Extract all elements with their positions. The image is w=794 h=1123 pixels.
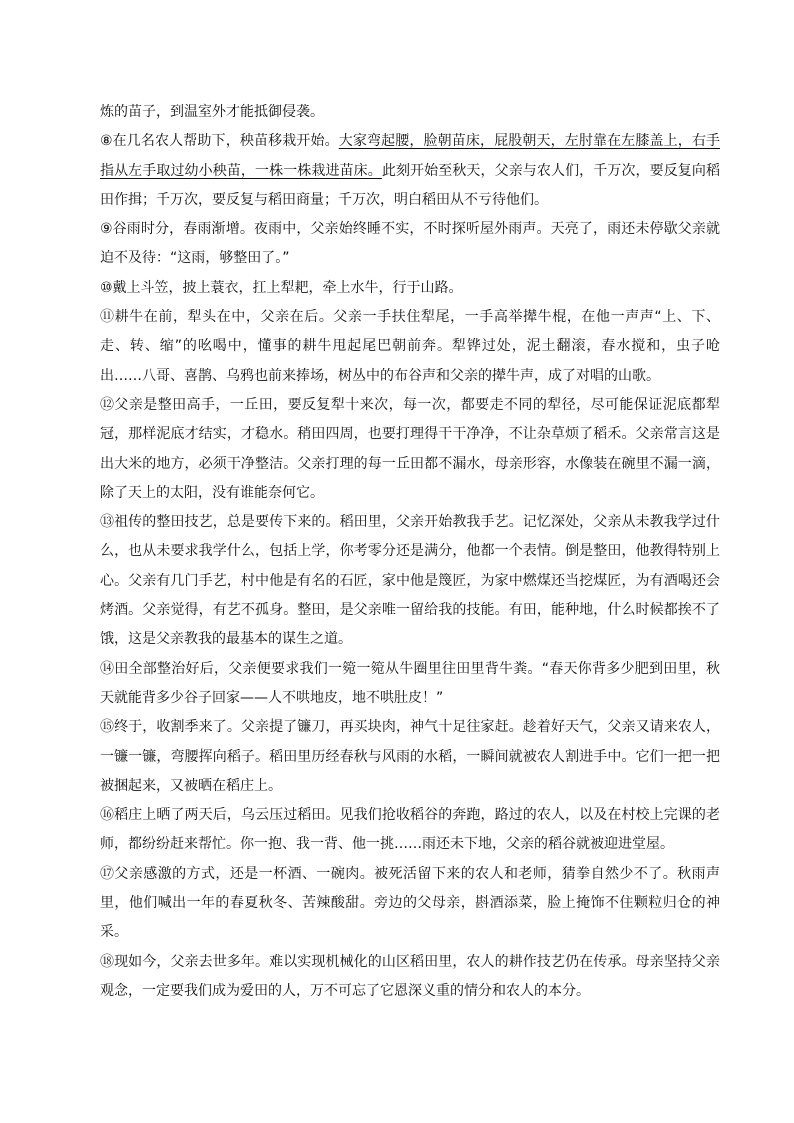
paragraph-text: ⑯稻庄上晒了两天后，乌云压过稻田。见我们抢收稻谷的奔跑，路过的农人，以及在村校上完课的老师，都纷纷赶来帮忙。你一抱、我一背、他一挑……雨还未下地，父亲的稻谷就被迎进堂屋。	[100, 807, 720, 853]
paragraph-13	[100, 508, 720, 654]
paragraph-text: ⑨谷雨时分，春雨渐增。夜雨中，父亲始终睡不实，不时探听屋外雨声。天亮了，雨还未停歇父亲就迫不及待：“这雨，够整田了。”	[100, 221, 720, 267]
paragraph-17	[100, 860, 720, 948]
paragraph-text: ⑫父亲是整田高手，一丘田，要反复犁十来次，每一次，都要走不同的犁径，尽可能保证泥底都犁冠，那样泥底才结实，才稳水。稍田四周，也要打理得干干净净，不让杂草烦了稻禾。父亲常言这是出大米的地方，必须干净整洁。父亲打理的每一丘田都不漏水，母亲形容，水像装在碗里不漏一滴，除了天上的太阳，没有谁能奈何它。	[100, 396, 720, 501]
paragraph-9	[100, 215, 720, 274]
paragraph-14	[100, 655, 720, 714]
underlined-sentence: 大家弯起腰，脸朝苗床，屁股朝天，左肘靠在左膝盖上，右手指从左手取过幼小秧苗，一株一株栽进苗床。	[100, 133, 720, 179]
paragraph-text: 此刻开始至秋天，父亲与农人们，千万次，要反复向稻田作揖；千万次，要反复与稻田商量；千万次，明白稻田从不亏待他们。	[100, 162, 720, 208]
paragraph-text: ⑬祖传的整田技艺，总是要传下来的。稻田里，父亲开始教我手艺。记忆深处，父亲从未教我学过什么，也从未要求我学什么，包括上学，你考零分还是满分，他都一个表情。倒是整田，他教得特别上心。父亲有几门手艺，村中他是有名的石匠，家中他是篾匠，为家中燃煤还当挖煤匠，为有酒喝还会烤酒。父亲觉得，有艺不孤身。整田，是父亲唯一留给我的技能。有田，能种地，什么时候都挨不了饿，这是父亲教我的最基本的谋生之道。	[100, 514, 720, 648]
paragraph-text: ⑭田全部整治好后，父亲便要求我们一箢一箢从牛圈里往田里背牛粪。“春天你背多少肥到田里，秋天就能背多少谷子回家——人不哄地皮，地不哄肚皮！”	[100, 660, 720, 706]
paragraph-8	[100, 127, 720, 215]
paragraph-10	[100, 274, 720, 303]
paragraph-16	[100, 801, 720, 860]
paragraph-text: 炼的苗子，到温室外才能抵御侵袭。	[100, 104, 324, 120]
paragraph-text: ⑩戴上斗笠，披上蓑衣，扛上犁耙，牵上水牛，行于山路。	[100, 279, 463, 296]
paragraph-text: ⑪耕牛在前，犁头在中，父亲在后。父亲一手扶住犁尾，一手高举撵牛棍，在他一声声“上、下、走、转、缩”的吆喝中，懂事的耕牛甩起尾巴朝前奔。犁铧过处，泥土翻滚，春水搅和，虫子呛出……八哥、喜鹊、乌鸦也前来捧场，树丛中的布谷声和父亲的撵牛声，成了对唱的山歌。	[100, 309, 720, 384]
paragraph-text: ⑧在几名农人帮助下，秧苗移栽开始。	[100, 133, 339, 150]
paragraph-7-ending	[100, 98, 720, 127]
article-body	[100, 98, 720, 1006]
paragraph-text: ⑰父亲感激的方式，还是一杯酒、一碗肉。被死活留下来的农人和老师，猜拳自然少不了。秋雨声里，他们喊出一年的春夏秋冬、苦辣酸甜。旁边的父母亲，斟酒添菜，脸上掩饰不住颗粒归仓的神采。	[100, 865, 720, 941]
paragraph-15	[100, 713, 720, 801]
paragraph-18	[100, 948, 720, 1007]
paragraph-11	[100, 303, 720, 391]
paragraph-text: ⑱现如今，父亲去世多年。难以实现机械化的山区稻田里，农人的耕作技艺仍在传承。母亲坚持父亲观念，一定要我们成为爱田的人，万不可忘了它恩深义重的情分和农人的本分。	[100, 953, 720, 999]
paragraph-12	[100, 391, 720, 508]
paragraph-text: ⑮终于，收割季来了。父亲提了镰刀，再买块肉，神气十足往家赶。趁着好天气，父亲又请来农人，一镰一镰，弯腰挥向稻子。稻田里历经春秋与风雨的水稻，一瞬间就被农人割进手中。它们一把一把被捆起来，又被晒在稻庄上。	[100, 719, 720, 794]
